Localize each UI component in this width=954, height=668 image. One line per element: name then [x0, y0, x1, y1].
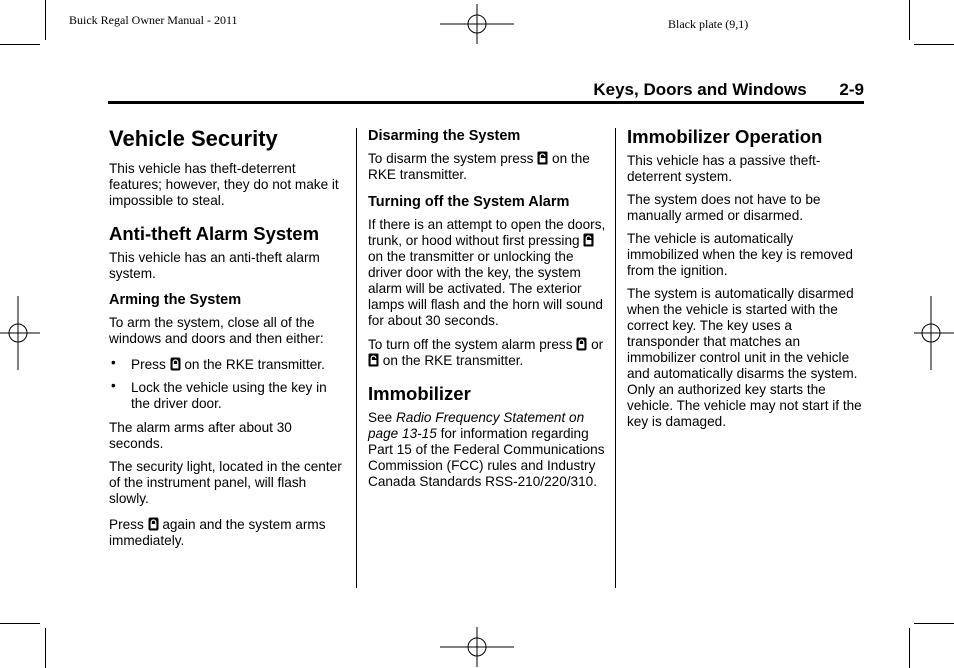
- bullet-text: Lock the vehicle using the key in the driver door.: [131, 380, 327, 411]
- heading-immobilizer: Immobilizer: [368, 383, 471, 404]
- disarm-text: To disarm the system press on the RKE transmitter.: [368, 151, 590, 182]
- unlock-icon: [537, 151, 548, 165]
- list-item: • Press on the RKE transmitter.: [111, 355, 325, 372]
- slug-right: Black plate (9,1): [668, 17, 749, 31]
- turnoff2-text: To turn off the system alarm press or on the RKE transmitter.: [368, 337, 604, 368]
- operation-text-3: The vehicle is automatically immobilized when the key is removed from the ignition.: [627, 231, 853, 278]
- lock-icon: [576, 337, 587, 351]
- column-1: [109, 126, 347, 556]
- operation-text-4: The system is automatically disarmed when the vehicle is started with the correct key. The key uses a transponder that matches an immobilizer control unit in the vehicle and automatically disarms the system. Only an authorized key starts the vehicle. The vehicle may not start if the key is damaged.: [627, 286, 862, 429]
- heading-immobilizer-operation: Immobilizer Operation: [627, 126, 823, 147]
- registration-mark: [914, 296, 954, 370]
- unlock-icon: [583, 233, 594, 247]
- crop-mark: [914, 623, 954, 624]
- registration-mark: [0, 296, 40, 370]
- arms-after-text: The alarm arms after about 30 seconds.: [109, 420, 292, 451]
- running-header: [593, 80, 864, 100]
- column-divider: [615, 128, 616, 588]
- turnoff-text: If there is an attempt to open the doors, trunk, or hood without first pressing on the transmitter or unlocking the driver door with the key, the system alarm will be activated. The exterior lamps will flash and the horn will sound for about 30 seconds.: [368, 217, 606, 328]
- slug-left: Buick Regal Owner Manual - 2011: [69, 13, 238, 27]
- registration-mark: [440, 4, 514, 44]
- press-again-text: Press again and the system arms immediately.: [109, 517, 326, 548]
- crop-mark: [909, 0, 910, 40]
- list-item: • Lock the vehicle using the key in the driver door.: [111, 378, 327, 411]
- security-light-text: The security light, located in the center of the instrument panel, will flash slowly.: [109, 459, 342, 506]
- alarm-text: This vehicle has an anti-theft alarm system.: [109, 250, 320, 281]
- operation-text-2: The system does not have to be manually armed or disarmed.: [627, 192, 821, 223]
- page-title: Vehicle Security: [109, 126, 278, 151]
- immobilizer-text: See Radio Frequency Statement on page 13-15 for information regarding Part 15 of the Federal Communications Commission (FCC) rules and Industry Canada Standards RSS-210/220/310.: [368, 410, 605, 489]
- crop-mark: [45, 0, 46, 40]
- crop-mark: [0, 623, 40, 624]
- lock-icon: [170, 357, 181, 371]
- section-title: Keys, Doors and Windows: [593, 80, 807, 99]
- header-rule: [108, 101, 864, 104]
- crop-mark: [0, 44, 40, 45]
- registration-mark: [440, 627, 514, 667]
- crop-mark: [914, 44, 954, 45]
- intro-text: This vehicle has theft-deterrent features; however, they do not make it impossible to steal.: [109, 161, 339, 208]
- column-3: [627, 126, 867, 437]
- lock-icon: [148, 517, 159, 531]
- crop-mark: [45, 628, 46, 668]
- bullet-text: on the RKE transmitter.: [184, 357, 325, 372]
- column-2: [368, 126, 608, 497]
- crop-mark: [909, 628, 910, 668]
- page-number: 2-9: [839, 80, 864, 99]
- heading-disarming: Disarming the System: [368, 128, 521, 144]
- heading-turning-off: Turning off the System Alarm: [368, 194, 570, 210]
- cross-reference-link[interactable]: Radio Frequency Statement on page 13-15: [368, 410, 585, 441]
- bullet-text: Press: [131, 357, 166, 372]
- arming-text: To arm the system, close all of the windows and doors and then either:: [109, 315, 324, 346]
- heading-arming: Arming the System: [109, 292, 242, 308]
- operation-text-1: This vehicle has a passive theft-deterrent system.: [627, 153, 821, 184]
- unlock-icon: [368, 353, 379, 367]
- heading-anti-theft: Anti-theft Alarm System: [109, 223, 320, 244]
- column-divider: [356, 128, 357, 588]
